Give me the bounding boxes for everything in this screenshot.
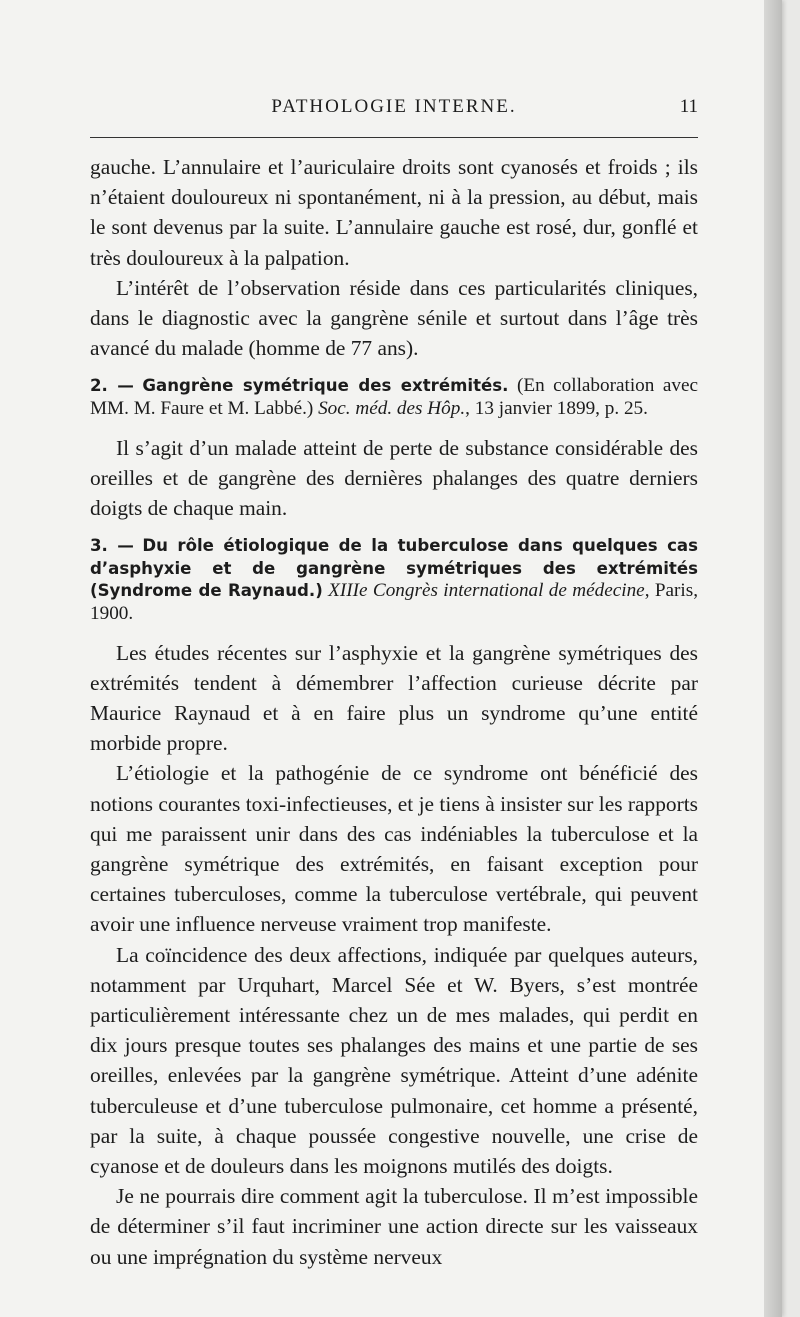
paragraph: Il s’agit d’un malade atteint de perte de substance considérable des oreilles et de gangrène des dernières phalanges des quatre derniers doigts de chaque main. bbox=[90, 435, 698, 521]
entry-journal: Soc. méd. des Hôp. bbox=[318, 398, 466, 420]
page-header bbox=[90, 96, 698, 120]
body-text bbox=[90, 152, 698, 1272]
entry-date: , 13 janvier 1899, p. 25. bbox=[465, 398, 648, 420]
paragraph: Les études récentes sur l’asphyxie et la gangrène symétriques des extrémités tendent à démembrer l’affection curieuse décrite par Maurice Raynaud et à en faire plus un syndrome qu’une entité morbide propre. bbox=[90, 640, 698, 756]
running-title: PATHOLOGIE INTERNE. bbox=[271, 96, 517, 117]
paragraph: L’étiologie et la pathogénie de ce syndrome ont bénéficié des notions courantes toxi-infectieuses, et je tiens à insister sur les rapports qui me paraissent unir dans des cas indéniables la tuberculose et la gangrène symétrique des extrémités, en faisant exception pour certaines tuberculoses, comme la tuberculose vertébrale, qui peuvent avoir une influence nerveuse vraiment trop manifeste. bbox=[90, 761, 698, 937]
entry-place-year: , Paris, 1900. bbox=[90, 580, 699, 624]
entry-details: (En collaboration avec MM. M. Faure et M. Labbé.) bbox=[90, 375, 698, 420]
paragraph: gauche. L’annulaire et l’auriculaire droits sont cyanosés et froids ; ils n’étaient douloureux ni spontanément, ni à la pression, au début, mais le sont devenus par la suite. L’annulaire gauche est rosé, dur, gonflé et très douloureux à la palpation. bbox=[90, 155, 698, 270]
entry-number: 3. — bbox=[90, 536, 134, 556]
entry-title: Gangrène symétrique des extrémités. bbox=[142, 376, 509, 396]
page-number: 11 bbox=[679, 96, 698, 117]
paragraph: La coïncidence des deux affections, indiquée par quelques auteurs, notamment par Urquhart, Marcel Sée et W. Byers, s’est montrée particulièrement intéressante chez un de mes malades, qui perdit en dix jours presque toutes ses phalanges des mains et une partie de ses oreilles, enlevées par la gangrène symétrique. Atteint d’une adénite tuberculeuse et d’une tuberculose pulmonaire, cet homme a présenté, par la suite, à chaque poussée congestive nouvelle, une crise de cyanose et de douleurs dans les moignons mutilés des doigts. bbox=[90, 942, 698, 1179]
publication-entry-3 bbox=[90, 535, 698, 625]
header-rule bbox=[90, 137, 698, 138]
publication-entry-2 bbox=[90, 375, 698, 420]
paragraph: L’intérêt de l’observation réside dans ces particularités cliniques, dans le diagnostic avec la gangrène sénile et surtout dans l’âge très avancé du malade (homme de 77 ans). bbox=[90, 275, 698, 361]
page-edge bbox=[764, 0, 782, 1317]
entry-number: 2. — bbox=[90, 376, 134, 396]
entry-congress: XIIIe Congrès international de médecine bbox=[328, 580, 645, 602]
paragraph: Je ne pourrais dire comment agit la tuberculose. Il m’est impossible de déterminer s’il faut incriminer une action directe sur les vaisseaux ou une imprégnation du système nerveux bbox=[90, 1184, 698, 1269]
entry-title: Du rôle étiologique de la tuberculose dans quelques cas d’asphyxie et de gangrène symétriques des extrémités (Syndrome de Raynaud.) bbox=[90, 536, 698, 601]
